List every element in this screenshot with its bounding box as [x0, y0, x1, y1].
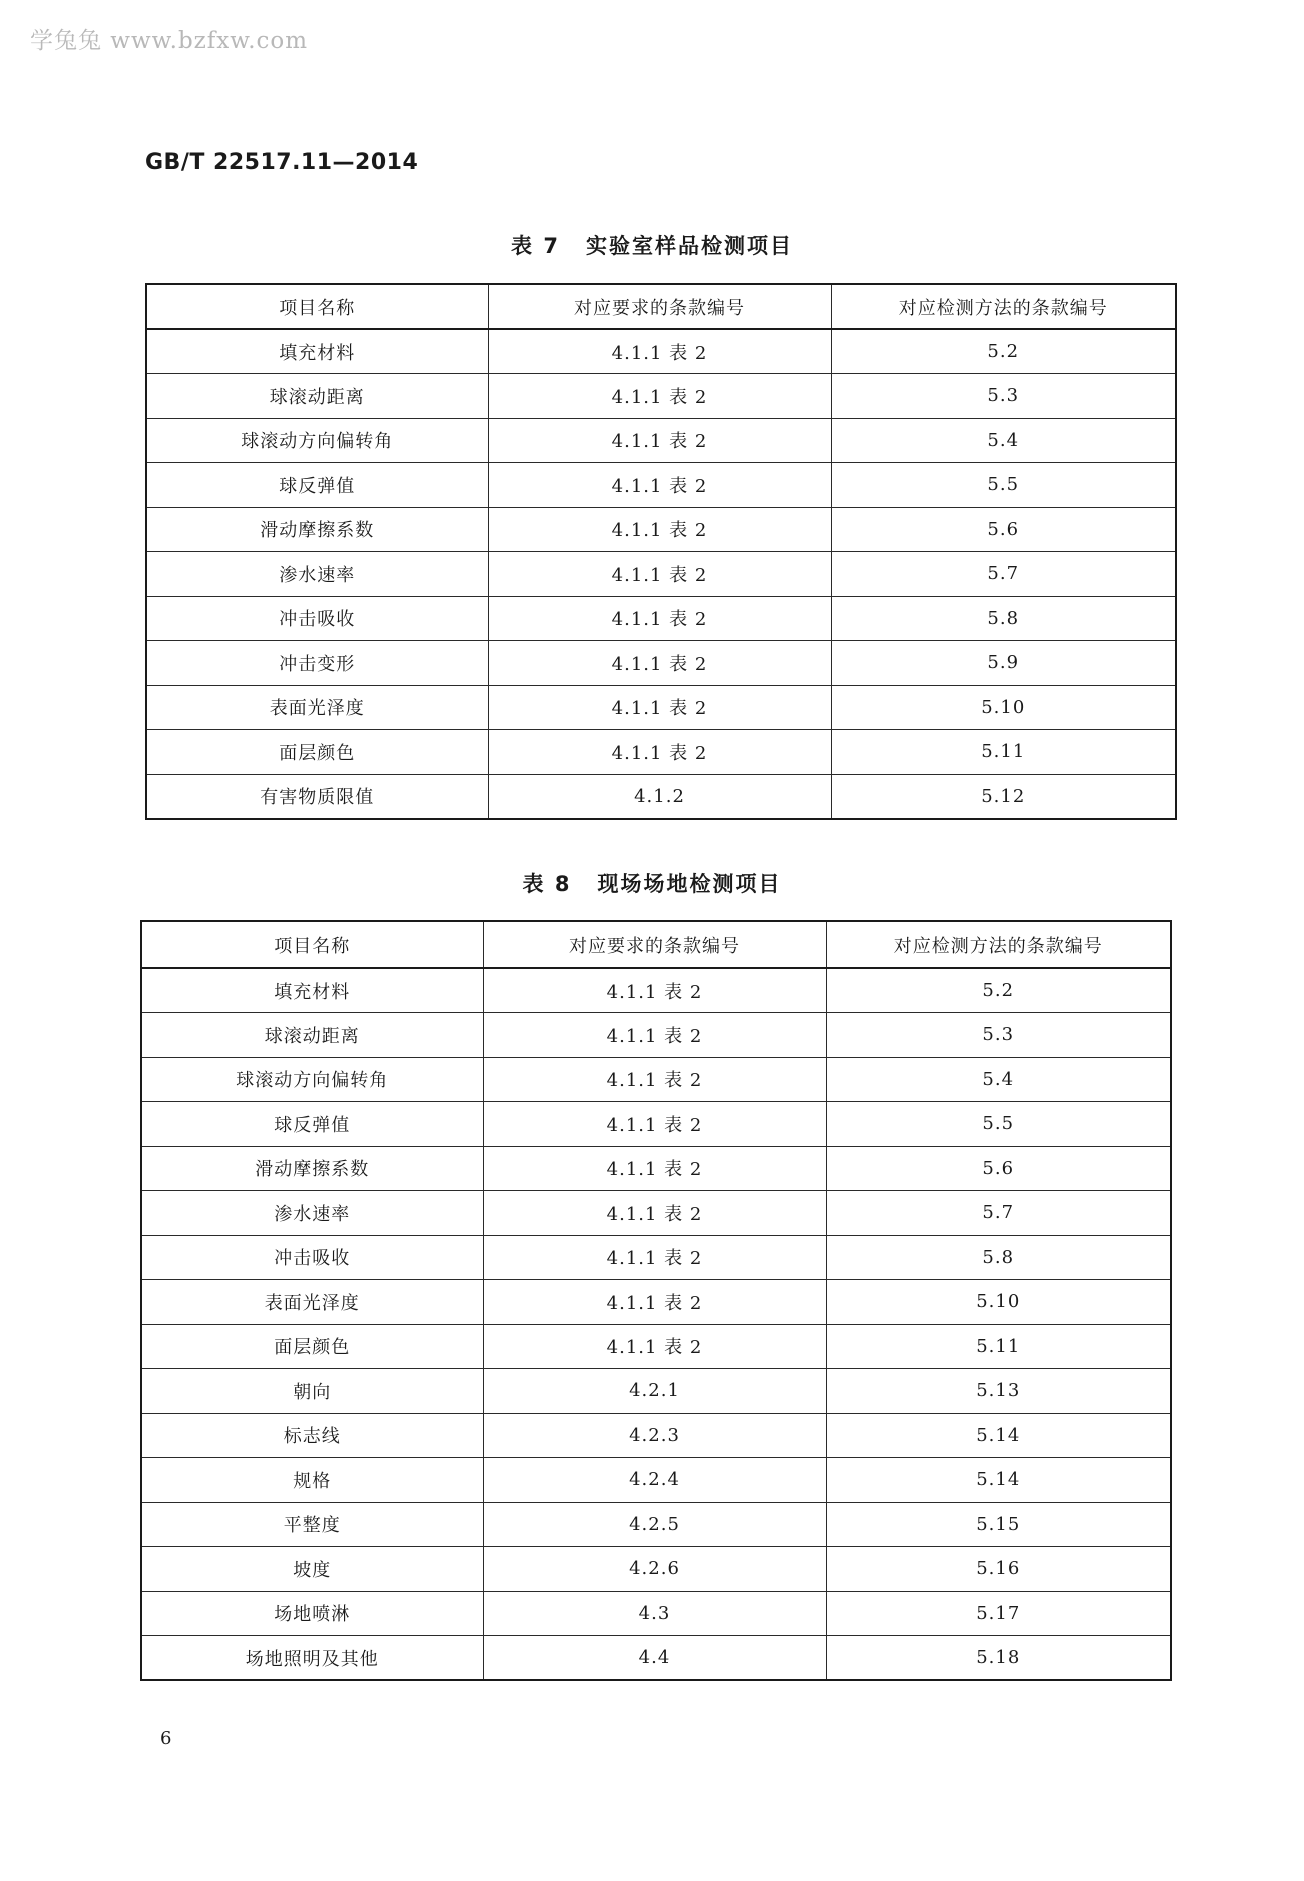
method-clause-cell: 5.5	[826, 1102, 1171, 1147]
method-clause-cell: 5.7	[831, 552, 1176, 597]
table-row	[146, 730, 1176, 775]
requirement-clause-cell: 4.1.1 表 2	[483, 1102, 826, 1147]
method-clause-cell: 5.18	[826, 1636, 1171, 1681]
table-row	[146, 641, 1176, 686]
table-row	[141, 1324, 1171, 1369]
table-row	[141, 1591, 1171, 1636]
column-header: 对应要求的条款编号	[483, 921, 826, 968]
requirement-clause-cell: 4.1.1 表 2	[488, 730, 831, 775]
requirement-clause-cell: 4.1.1 表 2	[483, 1280, 826, 1325]
table-row	[141, 1102, 1171, 1147]
table-row	[141, 1146, 1171, 1191]
table-row	[141, 1280, 1171, 1325]
item-name-cell: 有害物质限值	[146, 774, 488, 819]
item-name-cell: 滑动摩擦系数	[146, 507, 488, 552]
item-name-cell: 坡度	[141, 1547, 483, 1592]
table-row	[141, 1636, 1171, 1681]
requirement-clause-cell: 4.1.1 表 2	[483, 1013, 826, 1058]
method-clause-cell: 5.16	[826, 1547, 1171, 1592]
requirement-clause-cell: 4.1.1 表 2	[488, 685, 831, 730]
item-name-cell: 球反弹值	[141, 1102, 483, 1147]
requirement-clause-cell: 4.2.5	[483, 1502, 826, 1547]
item-name-cell: 冲击吸收	[141, 1235, 483, 1280]
method-clause-cell: 5.11	[831, 730, 1176, 775]
requirement-clause-cell: 4.2.3	[483, 1413, 826, 1458]
table7-body	[146, 284, 1176, 819]
requirement-clause-cell: 4.4	[483, 1636, 826, 1681]
item-name-cell: 渗水速率	[146, 552, 488, 597]
item-name-cell: 规格	[141, 1458, 483, 1503]
item-name-cell: 平整度	[141, 1502, 483, 1547]
item-name-cell: 球滚动方向偏转角	[146, 418, 488, 463]
item-name-cell: 球滚动距离	[141, 1013, 483, 1058]
item-name-cell: 标志线	[141, 1413, 483, 1458]
requirement-clause-cell: 4.1.1 表 2	[488, 552, 831, 597]
item-name-cell: 表面光泽度	[141, 1280, 483, 1325]
table-row	[146, 685, 1176, 730]
method-clause-cell: 5.9	[831, 641, 1176, 686]
method-clause-cell: 5.10	[826, 1280, 1171, 1325]
item-name-cell: 场地喷淋	[141, 1591, 483, 1636]
item-name-cell: 场地照明及其他	[141, 1636, 483, 1681]
method-clause-cell: 5.4	[831, 418, 1176, 463]
table-row	[146, 463, 1176, 508]
table8-body	[141, 921, 1171, 1680]
method-clause-cell: 5.17	[826, 1591, 1171, 1636]
item-name-cell: 表面光泽度	[146, 685, 488, 730]
requirement-clause-cell: 4.1.1 表 2	[488, 374, 831, 419]
method-clause-cell: 5.2	[831, 329, 1176, 374]
page-number: 6	[160, 1728, 172, 1749]
requirement-clause-cell: 4.1.1 表 2	[483, 1324, 826, 1369]
table-row	[141, 1369, 1171, 1414]
table-row	[141, 1191, 1171, 1236]
table-row	[141, 1235, 1171, 1280]
requirement-clause-cell: 4.1.1 表 2	[488, 418, 831, 463]
item-name-cell: 冲击吸收	[146, 596, 488, 641]
method-clause-cell: 5.3	[831, 374, 1176, 419]
item-name-cell: 填充材料	[141, 968, 483, 1013]
requirement-clause-cell: 4.1.1 表 2	[488, 507, 831, 552]
method-clause-cell: 5.10	[831, 685, 1176, 730]
item-name-cell: 渗水速率	[141, 1191, 483, 1236]
method-clause-cell: 5.15	[826, 1502, 1171, 1547]
method-clause-cell: 5.2	[826, 968, 1171, 1013]
column-header: 项目名称	[146, 284, 488, 329]
table8-title-text: 现场场地检测项目	[597, 872, 782, 896]
item-name-cell: 冲击变形	[146, 641, 488, 686]
table8	[140, 920, 1172, 1681]
column-header: 对应要求的条款编号	[488, 284, 831, 329]
table-row	[146, 507, 1176, 552]
requirement-clause-cell: 4.3	[483, 1591, 826, 1636]
document-code: GB/T 22517.11—2014	[145, 150, 419, 175]
method-clause-cell: 5.11	[826, 1324, 1171, 1369]
table-row	[141, 968, 1171, 1013]
item-name-cell: 朝向	[141, 1369, 483, 1414]
table7-title	[0, 230, 1304, 260]
method-clause-cell: 5.8	[831, 596, 1176, 641]
table-row	[146, 374, 1176, 419]
method-clause-cell: 5.8	[826, 1235, 1171, 1280]
table-row	[146, 774, 1176, 819]
item-name-cell: 滑动摩擦系数	[141, 1146, 483, 1191]
table-row	[146, 329, 1176, 374]
column-header: 对应检测方法的条款编号	[826, 921, 1171, 968]
table7-title-text: 实验室样品检测项目	[585, 234, 793, 258]
table-row	[146, 596, 1176, 641]
column-header: 项目名称	[141, 921, 483, 968]
table-row	[141, 1057, 1171, 1102]
requirement-clause-cell: 4.1.1 表 2	[483, 1235, 826, 1280]
column-header: 对应检测方法的条款编号	[831, 284, 1176, 329]
table7	[145, 283, 1177, 820]
table8-title	[0, 868, 1304, 898]
requirement-clause-cell: 4.1.1 表 2	[488, 463, 831, 508]
item-name-cell: 面层颜色	[141, 1324, 483, 1369]
method-clause-cell: 5.5	[831, 463, 1176, 508]
requirement-clause-cell: 4.1.1 表 2	[483, 968, 826, 1013]
requirement-clause-cell: 4.1.1 表 2	[483, 1057, 826, 1102]
method-clause-cell: 5.14	[826, 1458, 1171, 1503]
table-row	[146, 418, 1176, 463]
requirement-clause-cell: 4.1.1 表 2	[483, 1191, 826, 1236]
requirement-clause-cell: 4.1.1 表 2	[483, 1146, 826, 1191]
method-clause-cell: 5.6	[831, 507, 1176, 552]
item-name-cell: 球滚动距离	[146, 374, 488, 419]
table-row	[141, 1413, 1171, 1458]
item-name-cell: 球反弹值	[146, 463, 488, 508]
item-name-cell: 填充材料	[146, 329, 488, 374]
table8-label: 表 8	[522, 872, 572, 896]
table-row	[141, 1502, 1171, 1547]
method-clause-cell: 5.4	[826, 1057, 1171, 1102]
method-clause-cell: 5.13	[826, 1369, 1171, 1414]
method-clause-cell: 5.12	[831, 774, 1176, 819]
requirement-clause-cell: 4.2.6	[483, 1547, 826, 1592]
item-name-cell: 面层颜色	[146, 730, 488, 775]
requirement-clause-cell: 4.2.4	[483, 1458, 826, 1503]
method-clause-cell: 5.14	[826, 1413, 1171, 1458]
table7-label: 表 7	[511, 234, 560, 258]
requirement-clause-cell: 4.1.1 表 2	[488, 596, 831, 641]
table-row	[141, 1013, 1171, 1058]
table8-header-row	[141, 921, 1171, 968]
table-row	[141, 1547, 1171, 1592]
item-name-cell: 球滚动方向偏转角	[141, 1057, 483, 1102]
method-clause-cell: 5.3	[826, 1013, 1171, 1058]
watermark: 学兔兔 www.bzfxw.com	[30, 28, 309, 54]
requirement-clause-cell: 4.1.1 表 2	[488, 329, 831, 374]
requirement-clause-cell: 4.1.2	[488, 774, 831, 819]
table-row	[141, 1458, 1171, 1503]
requirement-clause-cell: 4.1.1 表 2	[488, 641, 831, 686]
method-clause-cell: 5.6	[826, 1146, 1171, 1191]
table-row	[146, 552, 1176, 597]
table7-header-row	[146, 284, 1176, 329]
requirement-clause-cell: 4.2.1	[483, 1369, 826, 1414]
method-clause-cell: 5.7	[826, 1191, 1171, 1236]
